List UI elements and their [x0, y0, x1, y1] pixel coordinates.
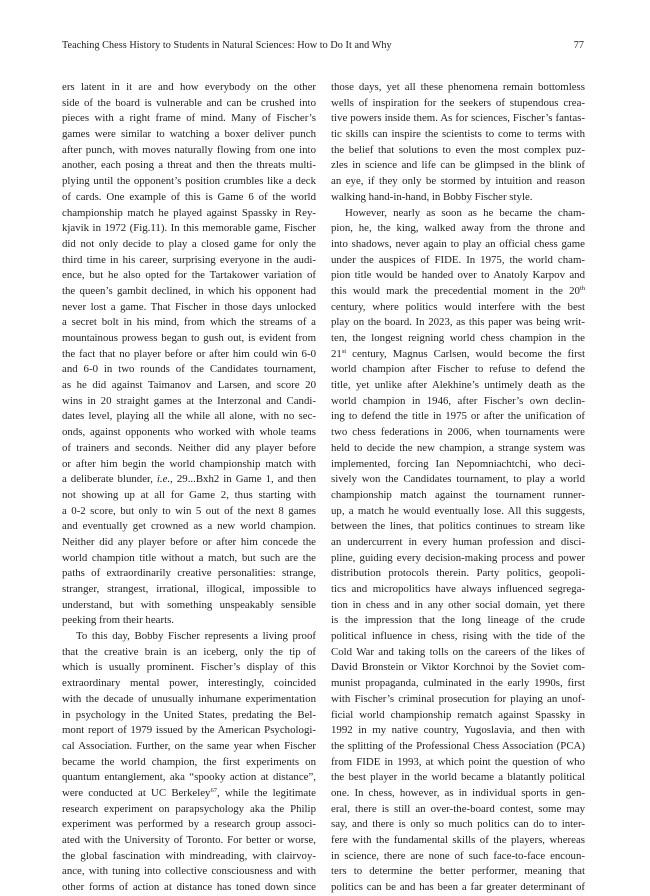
text-line [331, 347, 585, 363]
text-line: ten, the longest reigning world chess champion in the [331, 332, 585, 344]
text-line: politics can be and has been a far greater determinant of [331, 881, 585, 894]
text-line: a secret bolt in his mind, from which the streams of a [62, 316, 316, 329]
text-line: into shadows, never again to play an official chess game [331, 237, 585, 250]
text-line: wells of inspiration for the seekers of stupendous crea- [331, 96, 585, 109]
text-line: stranger, strangest, irrational, illogical, impossible to [62, 583, 316, 595]
text-line: the belief that solutions to even the most complex puz- [331, 143, 585, 156]
text-line: 1992 in my native country, Yugoslavia, and then with [331, 724, 585, 737]
text-line: other forms of action at distance has toned down since [62, 881, 316, 894]
text-line: of trainers and seconds. Neither did any player before [62, 441, 316, 454]
text-line: a 0-2 score, but only to win 5 out of the next 8 games [62, 504, 316, 517]
text-line: pion title would be handed over to Anatoly Karpov and [331, 269, 585, 282]
text-line: the fact that no player before or after him could win 6-0 [62, 347, 316, 360]
text-line: century, where politics would interfere with the best [331, 300, 585, 313]
text-line: dates level, playing all the while all alone, with no sec- [62, 410, 316, 423]
text-line: munist propaganda, culminated in the early 1990s, first [331, 677, 585, 690]
text-line: ance, with tuning into collective consciousness and with [62, 865, 316, 878]
text-line: understand, but with something unspeakably sensible [62, 598, 316, 611]
text-line: championship match he played against Spassky in Rey- [62, 206, 316, 219]
text-line: another, each posing a threat and then the threats multi- [62, 159, 316, 172]
text-line: and eventually get crowned as a new world champion. [62, 520, 316, 533]
text-line: not showing up at all for Game 2, thus starting with [62, 488, 316, 501]
text-line: one. In chess, however, as in individual sports in gen- [331, 786, 585, 799]
page-number: 77 [573, 40, 584, 51]
text-line: up, a match he would eventually lose. All this suggests, [331, 504, 585, 517]
text-line: walking hand-in-hand, in Bobby Fischer style. [331, 190, 533, 203]
text-line: tic skills can inspire the scientists to come to terms with [331, 128, 585, 141]
text-line: eral, there is still an over-the-board contest, some may [331, 802, 585, 815]
text-line: games were similar to watching a boxer deliver punch [62, 128, 316, 141]
text-line: world champion in 1946, after Fischer’s own declin- [331, 394, 585, 407]
text-line: between the lines, that politics continues to stream like [331, 520, 585, 533]
text-line: sively won the Candidates tournament, to play a world [331, 473, 585, 486]
text-line: held to decide the new champion, a strange system was [331, 441, 585, 454]
text-segment: were conducted at UC Berkeley [62, 786, 211, 799]
text-line: fere with the fundamental skills of the players, whereas [331, 834, 585, 846]
text-line: mountainous prowess began to gush out, is evident from [62, 332, 316, 344]
text-line: play on the board. In 2023, as this paper was being writ- [331, 316, 585, 329]
text-segment: 21 [331, 347, 342, 360]
text-line: is the impression that the long lineage of the crude [331, 614, 585, 627]
text-line: experiment was performed by a research group associ- [62, 818, 316, 831]
text-line: under the auspices of FIDE. In 1975, the world cham- [331, 253, 585, 266]
text-line: tion in chess and in any other social domain, yet there [331, 598, 585, 611]
text-line: pieces with a right frame of mind. Many of Fischer’s [62, 112, 316, 125]
text-line: implemented, forcing Ian Nepomniachtchi, who deci- [331, 457, 585, 470]
text-line: title, yet unlike after Alekhine’s untimely death as the [331, 379, 585, 392]
text-line: those days, yet all these phenomena remain bottomless [331, 81, 585, 93]
text-line: third time in his career, surprising everyone in the audi- [62, 253, 316, 266]
text-line: world champion title without a match, but such are the [62, 551, 316, 564]
text-line: the best player in the world became a blatantly political [331, 771, 585, 784]
text-line: became the world champion, the first experiments on [62, 755, 316, 768]
text-line: after punch, with moves naturally flowing from one into [62, 143, 316, 156]
text-line: tive powers inside them. As for sciences, Fischer’s fantas- [331, 112, 585, 125]
text-line: research experiment on parapsychology aka the Philip [62, 802, 316, 815]
text-line: an eye, if they only be stormed by intuition and reason [331, 175, 585, 188]
text-line: with Fischer’s criminal prosecution for playing an unof- [331, 692, 585, 705]
running-title: Teaching Chess History to Students in Natural Sciences: How to Do It and Why [62, 40, 392, 51]
text-line: which is usually prominent. Fischer’s display of this [62, 661, 316, 674]
text-line: ficial world championship rematch against Spassky in [331, 708, 585, 721]
text-line: the global fascination with mindreading, with clairvoy- [62, 849, 316, 862]
text-line: in psychology in the United States, predating the Bel- [62, 708, 316, 721]
text-line: However, nearly as soon as he became the cham- [345, 206, 585, 219]
text-line: two chess federations in 2006, when tournaments were [331, 426, 585, 439]
text-line [62, 472, 316, 488]
text-line: Neither did any player before or after him concede the [62, 535, 316, 548]
text-line: with the decade of unusually inhumane experimentation [62, 692, 316, 705]
text-segment: , 29...Bxh2 in Game 1, and then [170, 473, 316, 486]
text-line: never lost a game. That Fischer in those days unlocked [62, 300, 316, 313]
text-line: distribution protocols therein. Party politics, geopoli- [331, 567, 585, 580]
text-line: ated with the University of Toronto. For better or worse, [62, 834, 316, 846]
text-line: as he did against Taimanov and Larsen, and score 20 [62, 379, 316, 392]
text-line: the splitting of the Professional Chess Association (PCA) [331, 739, 585, 752]
text-segment: a deliberate blunder, [62, 473, 157, 486]
text-line [62, 786, 316, 802]
text-line: ing to defend the title in 1975 or after the unification of [331, 410, 585, 423]
text-line: zles in science and life can be glimpsed in the blink of [331, 159, 585, 172]
text-line: ers latent in it are and how everybody on the other [62, 81, 316, 93]
text-line: from FIDE in 1993, at which point the question of who [331, 755, 585, 768]
text-line: extraordinary mental power, interestingly, coincided [62, 677, 316, 690]
text-line: an undercurrent in every human profession and disci- [331, 535, 585, 548]
text-line: world champion after Fischer to refuse to defend the [331, 363, 585, 376]
text-line: ters to determine the better performer, meaning that [331, 865, 585, 878]
right-column [331, 80, 585, 896]
text-line: political influence in chess, rising with the tide of the [331, 630, 585, 643]
text-line: onds, against opponents who worked with whole teams [62, 426, 316, 439]
text-line: plying until the opponent’s position crumbles like a deck [62, 175, 316, 188]
text-segment: , while the legitimate [216, 786, 316, 799]
text-segment: this would mark the precedential moment in the 20 [331, 284, 580, 297]
superscript: th [579, 284, 585, 292]
footnote-ref: 67 [210, 786, 217, 794]
emphasis: i.e. [156, 473, 171, 486]
text-line: side of the board is vulnerable and can be crushed into [62, 96, 316, 109]
text-line: To this day, Bobby Fischer represents a living proof [76, 630, 316, 643]
text-line: championship match against the tournament runner- [331, 488, 585, 501]
text-line: and 6-0 in two rounds of the Candidates tournament, [62, 363, 316, 376]
text-line: say, and there is only so much politics can do to inter- [331, 818, 585, 831]
text-line: quantum entanglement, aka “spooky action at distance”, [62, 771, 316, 784]
text-line: wins in 20 straight games at the Interzonal and Candi- [62, 394, 316, 407]
text-line: that the creative brain is an iceberg, only the tip of [62, 645, 316, 658]
text-line: did not only decide to play a closed game for only the [62, 237, 316, 250]
text-line: David Bronstein or Viktor Korchnoi by the Soviet com- [331, 661, 585, 674]
text-line: ence, but he also opted for the Tartakower variation of [62, 269, 316, 282]
text-line: tics and micropolitics have always influenced segrega- [331, 583, 585, 595]
text-line: cal Association. Further, on the same year when Fischer [62, 739, 316, 752]
text-line: Cold War and taking tolls on the careers of the likes of [331, 645, 585, 658]
text-line: pion, he, the king, walked away from the throne and [331, 222, 585, 235]
text-line: in science, there are none of such face-to-face encoun- [331, 849, 585, 862]
running-header [62, 40, 584, 56]
text-line: kjavik in 1972 (Fig.11). In this memorable game, Fischer [62, 222, 316, 235]
text-line: pline, guiding every decision-making process and power [331, 551, 585, 564]
text-line: peeking from their hearts. [62, 614, 175, 627]
text-line: paths of extraordinarily creative personalities: strange, [62, 567, 316, 580]
superscript: st [341, 347, 347, 355]
text-line [331, 284, 585, 300]
text-segment: century, Magnus Carlsen, would become the first [346, 347, 585, 360]
left-column [62, 80, 316, 896]
text-line: of cards. One example of this is Game 6 of the world [62, 190, 316, 203]
text-line: the queen’s gambit declined, in which his opponent had [62, 284, 316, 297]
text-line: mont report of 1979 issued by the American Psychologi- [62, 724, 316, 737]
text-line: or after him begin the world championship match with [62, 457, 316, 470]
